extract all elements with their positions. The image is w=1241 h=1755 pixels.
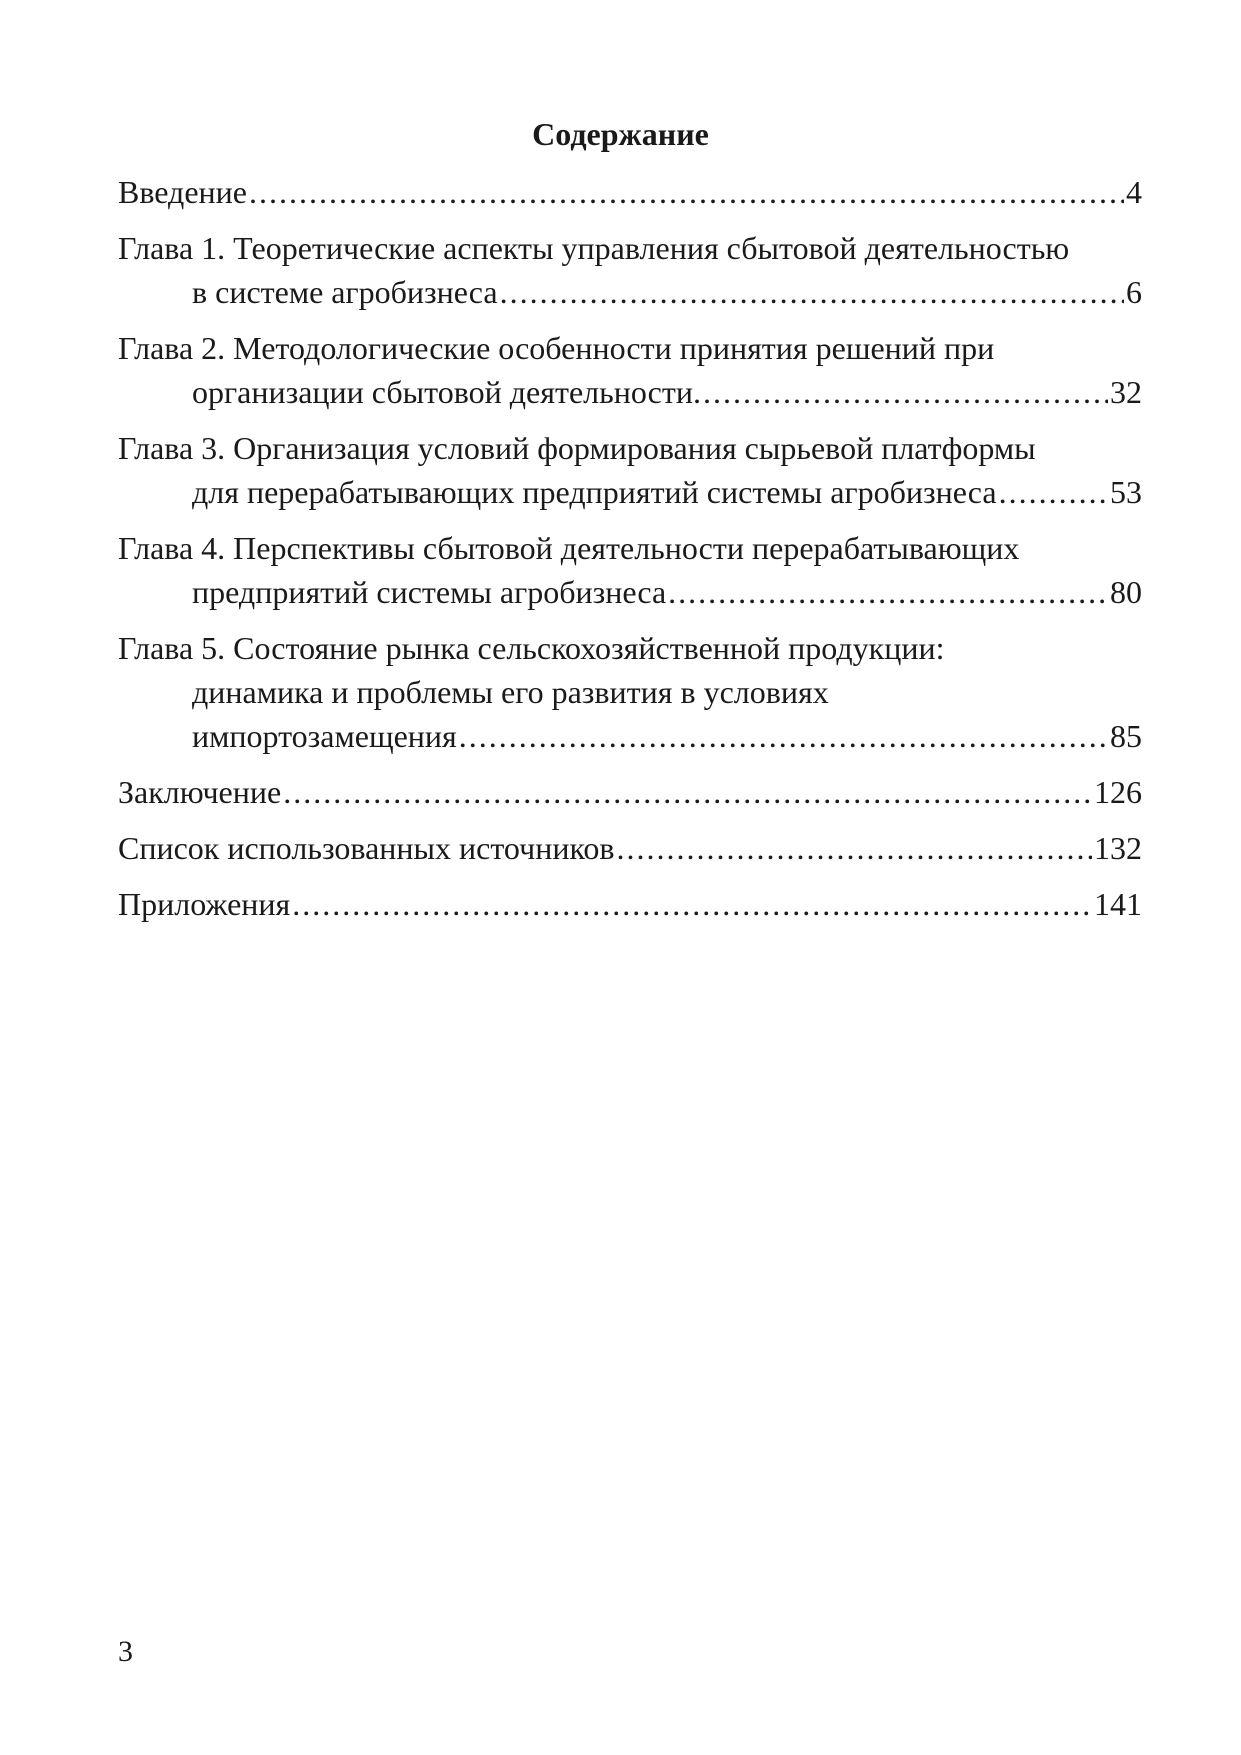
toc-entry-label: Глава 4. Перспективы сбытовой деятельности перерабатывающих [118, 530, 1020, 566]
toc-entry-label-continued: импортозамещения [192, 718, 457, 754]
toc-entry-page: 126 [1094, 774, 1142, 810]
toc-entry-label: Заключение [118, 774, 282, 810]
table-of-contents [118, 170, 1142, 938]
toc-entry-chapter-4 [118, 526, 1142, 614]
toc-entry-page: 141 [1094, 886, 1142, 922]
dot-leader [459, 714, 1108, 758]
toc-entry-label: Глава 3. Организация условий формирования сырьевой платформы [118, 430, 1036, 466]
toc-entry-label-continued: предприятий системы агробизнеса [192, 574, 667, 610]
page-number: 3 [118, 1635, 133, 1668]
toc-entry-label: Глава 1. Теоретические аспекты управления сбытовой деятельностью [118, 230, 1070, 266]
toc-entry-page: 32 [1110, 374, 1142, 410]
toc-entry-label-continued: для перерабатывающих предприятий системы агробизнеса [192, 474, 997, 510]
toc-entry-chapter-1 [118, 226, 1142, 314]
toc-entry-page: 80 [1110, 574, 1142, 610]
toc-entry-label: Список использованных источников [118, 830, 615, 866]
toc-entry-appendices [118, 882, 1142, 926]
dot-leader [999, 470, 1108, 514]
toc-entry-page: 132 [1094, 830, 1142, 866]
toc-entry-page: 6 [1126, 274, 1142, 310]
dot-leader [283, 770, 1092, 814]
dot-leader [500, 270, 1124, 314]
toc-entry-references [118, 826, 1142, 870]
toc-entry-introduction [118, 170, 1142, 214]
toc-entry-page: 53 [1110, 474, 1142, 510]
toc-entry-page: 4 [1126, 174, 1142, 210]
dot-leader [668, 570, 1108, 614]
dot-leader [292, 882, 1092, 926]
toc-entry-label-continued: динамика и проблемы его развития в условиях [192, 674, 829, 710]
toc-entry-chapter-5 [118, 626, 1142, 758]
toc-entry-conclusion [118, 770, 1142, 814]
toc-entry-label: Глава 5. Состояние рынка сельскохозяйственной продукции: [118, 630, 945, 666]
toc-entry-page: 85 [1110, 718, 1142, 754]
toc-entry-label-continued: в системе агробизнеса [192, 274, 498, 310]
toc-title: Содержание [532, 116, 709, 152]
toc-entry-label-continued: организации сбытовой деятельности. [192, 374, 701, 410]
toc-entry-label: Глава 2. Методологические особенности принятия решений при [118, 330, 995, 366]
toc-entry-chapter-3 [118, 426, 1142, 514]
dot-leader [249, 170, 1124, 214]
dot-leader [703, 370, 1108, 414]
toc-entry-chapter-2 [118, 326, 1142, 414]
toc-entry-label: Приложения [118, 886, 291, 922]
dot-leader [616, 826, 1092, 870]
toc-entry-label: Введение [118, 174, 247, 210]
